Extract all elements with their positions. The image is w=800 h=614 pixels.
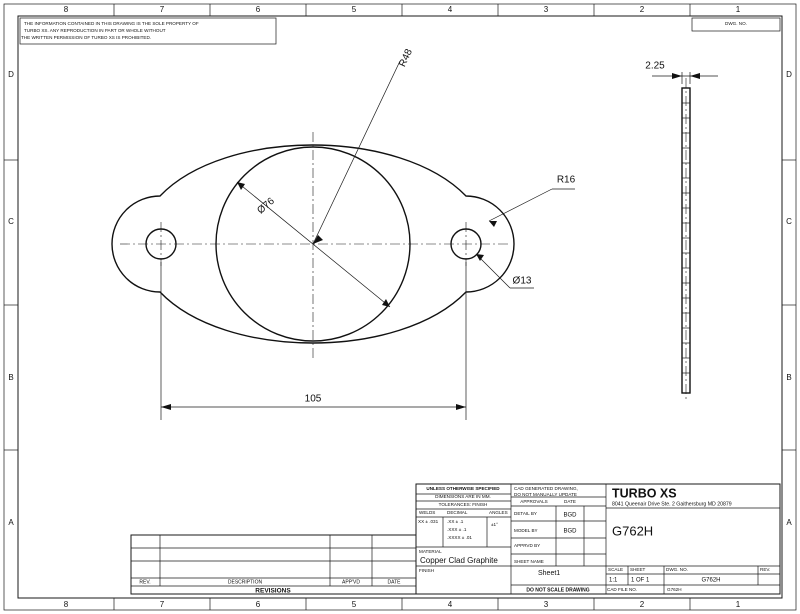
zone-label-top-5: 5 (351, 5, 357, 15)
tb-rev-label: REV. (760, 567, 771, 573)
zone-label-right-a: A (786, 518, 792, 528)
zone-label-left-c: C (8, 217, 14, 227)
r48-arrow (313, 235, 323, 244)
dim-105-arrow-right (456, 404, 466, 410)
zone-label-top-2: 2 (639, 5, 645, 15)
zone-label-right-c: C (786, 217, 792, 227)
revision-col-rev: REV. (139, 579, 151, 586)
dim-105-label: 105 (304, 393, 322, 405)
revision-col-description: DESCRIPTION (227, 579, 263, 586)
r16-arrow (489, 221, 497, 227)
dia76-arrow-end (382, 299, 390, 307)
zone-label-right-b: B (786, 373, 792, 383)
tb-dwg-no-value: G762H (701, 577, 721, 584)
r16-leader-line (489, 189, 552, 221)
tb-decimal-row-1: .XX ± .1 (447, 519, 464, 525)
zone-label-top-8: 8 (63, 5, 69, 15)
tb-decimal-row-2: .XXX ± .1 (447, 527, 467, 533)
dim-thickness-label: 2.25 (645, 60, 665, 72)
zone-label-bottom-5: 5 (351, 600, 357, 610)
zone-label-top-1: 1 (735, 5, 741, 15)
dwg-no-label-top: DWG. NO. (725, 21, 747, 27)
tb-date-header: DATE (564, 499, 576, 505)
tb-dwg-no-label: DWG. NO. (666, 567, 688, 573)
proprietary-notice-line-3: THE WRITTEN PERMISSION OF TURBO XS IS PROHIBITED. (21, 35, 152, 41)
dia76-leader-line (237, 182, 390, 307)
sheet-outer-border (4, 4, 796, 610)
proprietary-notice-line-2: TURBO XS. ANY REPRODUCTION IN PART OR WHOLE WITHOUT (24, 28, 166, 34)
r48-label: R48 (397, 47, 415, 69)
tb-weld-header: WELDS (419, 510, 436, 516)
zone-label-bottom-2: 2 (639, 600, 645, 610)
tb-part-number: G762H (612, 523, 654, 539)
zone-label-top-6: 6 (255, 5, 261, 15)
tb-finish-label: FINISH (419, 568, 435, 574)
tb-detail-by-label: DETAIL BY (514, 511, 537, 517)
zone-label-left-d: D (8, 70, 14, 80)
tb-weld-tolerance: XX ± .031 (418, 519, 439, 525)
dim-thickness-arrow-right (690, 73, 700, 79)
tb-cad-note-2: DO NOT MANUALLY UPDATE (514, 492, 577, 498)
zone-label-bottom-8: 8 (63, 600, 69, 610)
zone-label-bottom-7: 7 (159, 600, 165, 610)
revision-block (131, 535, 416, 594)
revision-block-title: REVISIONS (255, 587, 291, 595)
tb-decimal-row-3: .XXXX ± .01 (447, 535, 472, 541)
tb-material-value: Copper Clad Graphite (420, 556, 498, 566)
proprietary-notice-line-1: THE INFORMATION CONTAINED IN THIS DRAWING IS THE SOLE PROPERTY OF (24, 21, 199, 27)
tb-scale-label: SCALE (608, 567, 624, 573)
dia13-label: Ø13 (512, 275, 532, 287)
zone-ticks (4, 4, 796, 610)
zone-label-bottom-3: 3 (543, 600, 549, 610)
r48-leader-line (313, 61, 400, 244)
dia76-label: Ø76 (255, 195, 277, 217)
tb-model-by-label: MODEL BY (514, 528, 538, 534)
zone-label-top-7: 7 (159, 5, 165, 15)
tb-cad-file-value: G762H (667, 587, 682, 593)
zone-label-top-3: 3 (543, 5, 549, 15)
tb-decimal-header: DECIMAL (447, 510, 468, 516)
tb-detail-by-value: BGD (563, 512, 577, 519)
tb-do-not-scale: DO NOT SCALE DRAWING (526, 587, 590, 594)
tb-tolerances: TOLERANCES: FINISH (438, 502, 488, 508)
zone-label-left-b: B (8, 373, 14, 383)
tb-sheet-label: SHEET (630, 567, 646, 573)
dim-thickness-arrow-left (672, 73, 682, 79)
dia76-arrow-start (237, 182, 245, 190)
tb-company-name: TURBO XS (612, 486, 677, 501)
tb-cad-note-1: CAD GENERATED DRAWING, (514, 486, 578, 492)
tb-sheet-name-label: SHEET NAME (514, 559, 544, 565)
tb-angles-header: ANGLES (489, 510, 508, 516)
tb-unless-specified: UNLESS OTHERWISE SPECIFIED (426, 486, 500, 492)
tb-sheet-name-value: Sheet1 (538, 569, 561, 577)
tb-company-address: 8041 Queenair Drive Ste. 2 Gaithersburg MD 20879 (612, 501, 732, 508)
zone-label-bottom-6: 6 (255, 600, 261, 610)
tb-scale-value: 1:1 (609, 577, 618, 584)
zone-label-right-d: D (786, 70, 792, 80)
tb-angle-tolerance: ±1° (491, 522, 498, 528)
tb-sheet-value: 1 OF 1 (631, 577, 650, 584)
revision-col-appvd: APP'VD (342, 579, 360, 586)
zone-label-bottom-4: 4 (447, 600, 453, 610)
zone-label-bottom-1: 1 (735, 600, 741, 610)
dim-105-arrow-left (161, 404, 171, 410)
tb-dimensions-are: DIMENSIONS ARE IN MM. (435, 494, 491, 500)
zone-label-top-4: 4 (447, 5, 453, 15)
tb-cad-file-label: CAD FILE NO. (607, 587, 638, 593)
dia13-arrow (476, 254, 484, 261)
sheet-inner-border (18, 16, 782, 598)
r16-label: R16 (556, 174, 576, 186)
tb-apprvd-by-label: APPRVD BY (514, 543, 541, 549)
zone-label-left-a: A (8, 518, 14, 528)
tb-model-by-value: BGD (563, 528, 577, 535)
tb-material-label: MATERIAL (419, 549, 442, 555)
revision-col-date: DATE (387, 579, 401, 586)
tb-approvals-header: APPROVALS (520, 499, 548, 505)
